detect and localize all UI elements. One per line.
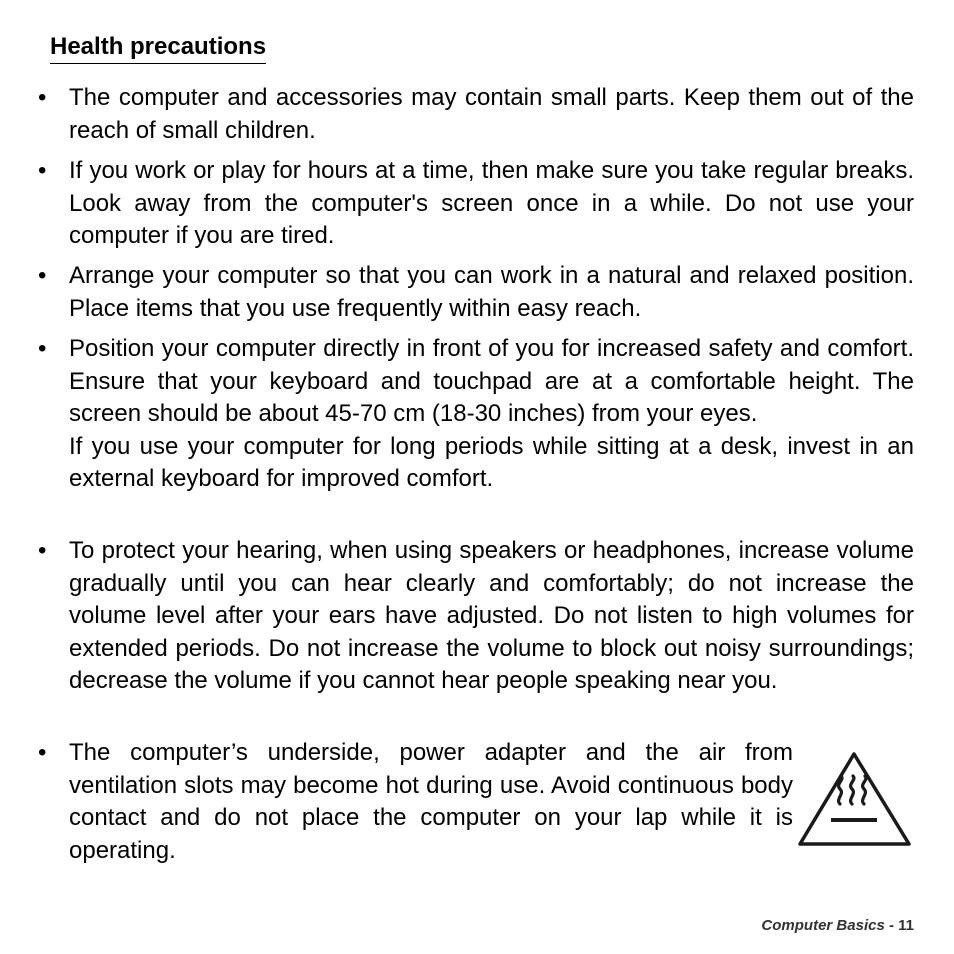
- item-paragraph: If you work or play for hours at a time, then make sure you take regular breaks. Look away from the computer's screen once in a while. Do not use your computer if you are tired.: [69, 157, 914, 249]
- item-paragraph: If you use your computer for long periods while sitting at a desk, invest in an external keyboard for improved comfort.: [69, 432, 914, 492]
- bullet: •: [38, 537, 47, 564]
- bullet: •: [38, 262, 47, 289]
- hot-surface-warning-icon: [795, 746, 917, 854]
- item-paragraph: The computer’s underside, power adapter and the air from ventilation slots may become hot during use. Avoid continuous body contact and do not place the computer on your lap while it is operating.: [69, 739, 793, 864]
- item-text: [69, 535, 914, 698]
- item-paragraph: Position your computer directly in front of you for increased safety and comfort. Ensure that your keyboard and touchpad are at a comfortable height. The screen should be about 45-70 cm (18-30 inches) from your eyes.: [69, 335, 914, 427]
- page-heading: Health precautions: [50, 32, 266, 64]
- item-paragraph: Arrange your computer so that you can work in a natural and relaxed position. Place items that you use frequently within easy reach.: [69, 262, 914, 322]
- item-paragraph: To protect your hearing, when using speakers or headphones, increase volume gradually until you can hear clearly and comfortably; do not increase the volume level after your ears have adjusted. Do not listen to high volumes for extended periods. Do not increase the volume to block out noisy surroundings; decrease the volume if you cannot hear people speaking near you.: [69, 537, 914, 694]
- item-text: [69, 737, 793, 867]
- item-text: [69, 333, 914, 496]
- item-text: [69, 260, 914, 325]
- item-text: [69, 155, 914, 253]
- bullet: •: [38, 335, 47, 362]
- item-text: [69, 82, 914, 147]
- bullet: •: [38, 739, 47, 766]
- page-footer: [761, 917, 914, 934]
- item-paragraph: The computer and accessories may contain small parts. Keep them out of the reach of small children.: [69, 84, 914, 144]
- page-number: 11: [898, 917, 914, 934]
- bullet: •: [38, 84, 47, 111]
- bullet: •: [38, 157, 47, 184]
- footer-section-title: Computer Basics -: [761, 917, 894, 934]
